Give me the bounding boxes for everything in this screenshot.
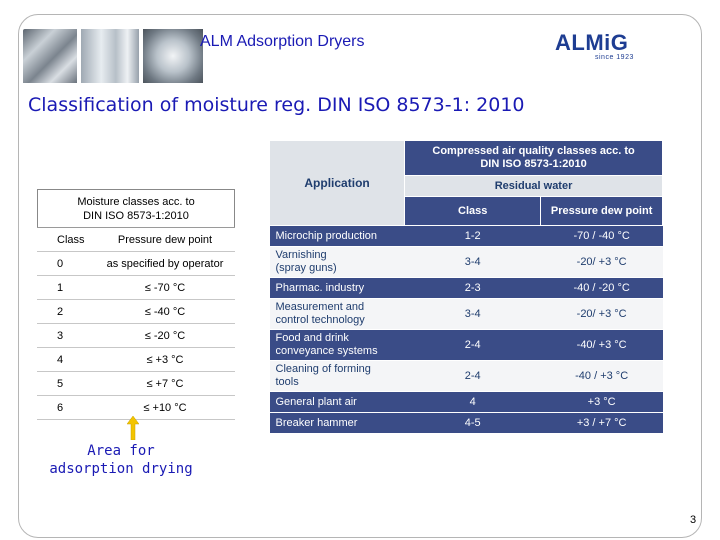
class-cell: 1-2 [405, 226, 541, 247]
table-row [37, 372, 235, 396]
class-cell: 3 [37, 324, 95, 348]
header-title: ALM Adsorption Dryers [200, 33, 365, 50]
application-header: Application [270, 141, 405, 226]
pdp-cell: ≤ -20 °C [95, 324, 235, 348]
application-quality-table [269, 140, 663, 434]
table-row [270, 299, 663, 330]
table-row [270, 247, 663, 278]
class-cell: 3-4 [405, 299, 541, 330]
table-row [270, 226, 663, 247]
class-cell: 0 [37, 252, 95, 276]
class-cell: 2-4 [405, 330, 541, 361]
class-cell: 2-3 [405, 278, 541, 299]
moisture-heading-line2: DIN ISO 8573-1:2010 [83, 210, 189, 222]
pdp-cell: ≤ -40 °C [95, 300, 235, 324]
annotation-line1: Area for [87, 443, 155, 459]
class-cell: 3-4 [405, 247, 541, 278]
table-header-row [37, 228, 235, 252]
class-cell: 4 [37, 348, 95, 372]
app-line1: General plant air [275, 395, 357, 408]
application-cell [270, 361, 405, 392]
pdp-cell: ≤ -70 °C [95, 276, 235, 300]
pdp-cell: -40/ +3 °C [541, 330, 663, 361]
table-row [270, 413, 663, 434]
pdp-cell: ≤ +7 °C [95, 372, 235, 396]
application-cell [270, 226, 405, 247]
class-cell: 1 [37, 276, 95, 300]
class-cell: 5 [37, 372, 95, 396]
app-line1: Microchip production [275, 229, 377, 242]
adsorption-area-annotation [48, 442, 194, 478]
app-line1: Measurement and [275, 301, 365, 313]
app-line2: conveyance systems [275, 345, 378, 357]
col-class-header: Class [37, 228, 95, 252]
quality-classes-header [405, 141, 663, 176]
header-photo-piston [81, 29, 139, 83]
slide-subtitle: Classification of moisture reg. DIN ISO 8573-1: 2010 [28, 94, 525, 116]
app-line1: Pharmac. industry [275, 281, 365, 294]
pdp-cell: ≤ +3 °C [95, 348, 235, 372]
logo-word: ALMiG [555, 30, 629, 55]
moisture-classes-table [37, 227, 235, 420]
table-row [270, 278, 663, 299]
residual-water-header: Residual water [405, 176, 663, 197]
pdp-cell: -40 / -20 °C [541, 278, 663, 299]
pdp-cell: +3 / +7 °C [541, 413, 663, 434]
class-cell: 4 [405, 392, 541, 413]
header-photo-drill-bits [23, 29, 77, 83]
app-line1: Varnishing [275, 249, 327, 261]
app-line1: Breaker hammer [275, 416, 358, 429]
application-cell [270, 330, 405, 361]
table-row [37, 348, 235, 372]
class-cell: 4-5 [405, 413, 541, 434]
app-line2: tools [275, 376, 299, 388]
col-pdp-header: Pressure dew point [95, 228, 235, 252]
app-line2: control technology [275, 314, 365, 326]
app-line1: Food and drink [275, 332, 349, 344]
pdp-cell: ≤ +10 °C [95, 396, 235, 420]
page-number: 3 [690, 514, 697, 526]
application-cell [270, 299, 405, 330]
app-line2: (spray guns) [275, 262, 337, 274]
table-row [37, 276, 235, 300]
pdp-cell: +3 °C [541, 392, 663, 413]
application-cell [270, 392, 405, 413]
annotation-line2: adsorption drying [49, 461, 193, 477]
up-arrow-icon [127, 416, 139, 440]
table-row [37, 300, 235, 324]
col-class-header: Class [405, 197, 541, 226]
pdp-cell: -70 / -40 °C [541, 226, 663, 247]
moisture-classes-heading [37, 189, 235, 227]
table-row [270, 361, 663, 392]
quality-header-line1: Compressed air quality classes acc. to [432, 145, 635, 157]
class-cell: 2 [37, 300, 95, 324]
header-photo-turbine [143, 29, 203, 83]
pdp-cell: -40 / +3 °C [541, 361, 663, 392]
table-row [270, 392, 663, 413]
table-row [37, 324, 235, 348]
table-row [270, 330, 663, 361]
table-header-row [270, 141, 663, 176]
class-cell: 2-4 [405, 361, 541, 392]
application-cell [270, 247, 405, 278]
class-cell: 6 [37, 396, 95, 420]
pdp-cell: as specified by operator [95, 252, 235, 276]
quality-header-line2: DIN ISO 8573-1:2010 [480, 158, 587, 170]
app-line1: Cleaning of forming [275, 363, 371, 375]
col-pdp-header: Pressure dew point [541, 197, 663, 226]
pdp-cell: -20/ +3 °C [541, 299, 663, 330]
pdp-cell: -20/ +3 °C [541, 247, 663, 278]
almig-logo [555, 30, 655, 64]
application-cell [270, 413, 405, 434]
moisture-heading-line1: Moisture classes acc. to [77, 196, 195, 208]
table-row [37, 252, 235, 276]
logo-tagline: since 1923 [595, 54, 634, 61]
application-cell [270, 278, 405, 299]
